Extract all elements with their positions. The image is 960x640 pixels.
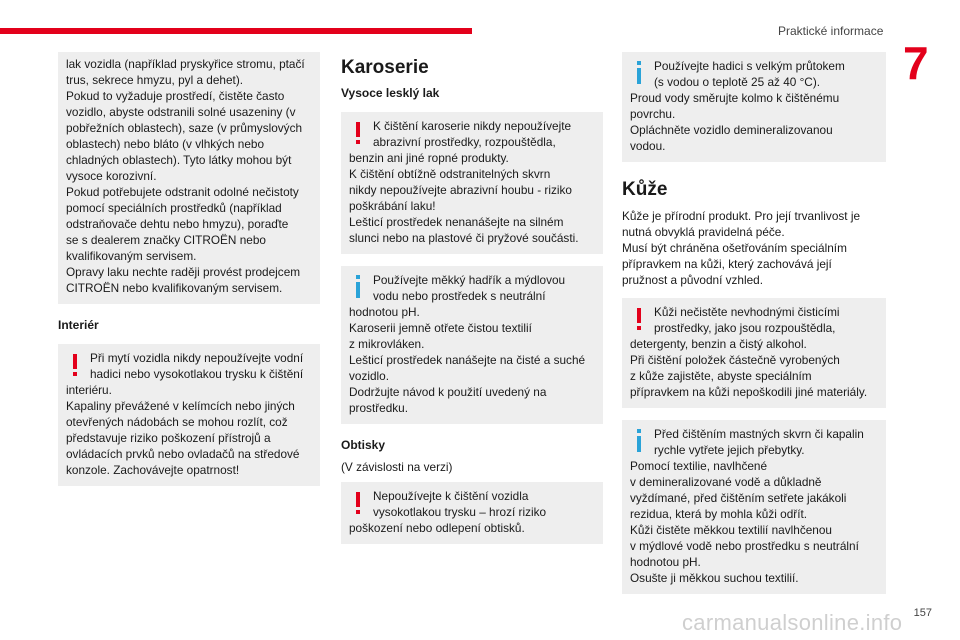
- header-red-bar: [0, 28, 472, 34]
- decals-heading: Obtisky: [341, 438, 386, 452]
- leather-info-rest: Pomocí textilie, navlhčené v demineralizované vodě a důkladně vyždímané, před čištěním setřete jakákoli rezidua, která by mohla kůži odřít. Kůži čistěte měkkou textilií navlhčenou v mýdlové vodě nebo prostředku s neutrální hodnotou pH. Osušte ji měkkou suchou textilií.: [630, 459, 859, 585]
- leather-warning-first: Kůži nečistěte nevhodnými čisticími prostředky, jako jsou rozpouštědla,: [654, 305, 840, 335]
- watermark: carmanualsonline.info: [682, 610, 903, 635]
- decals-warning-box: [341, 482, 603, 544]
- body-warning-rest: benzin ani jiné ropné produkty. K čištění obtížně odstranitelných skvrn nikdy nepoužívejte abrazivní houbu - riziko poškrábání laku! Lešticí prostředek nenanášejte na silném slunci nebo na plastové či pryžové součásti.: [349, 151, 579, 245]
- interior-warning-first: Při mytí vozidla nikdy nepoužívejte vodní hadici nebo vysokotlakou trysku k čištění: [90, 351, 304, 381]
- leather-warning-rest: detergenty, benzin a čistý alkohol. Při čištění položek částečně vyrobených z kůže zajistěte, abyste speciálním přípravkem na kůži nepoškodili jiné materiály.: [630, 337, 868, 399]
- decals-note: (V závislosti na verzi): [341, 460, 453, 474]
- warning-icon: [349, 120, 367, 146]
- info-icon: [630, 60, 648, 86]
- rinse-info-rest: Proud vody směrujte kolmo k čištěnému povrchu. Opláchněte vozidlo demineralizovanou vodou.: [630, 91, 840, 153]
- body-info-box: [341, 266, 603, 424]
- info-icon: [349, 274, 367, 300]
- glossy-paint-heading: Vysoce lesklý lak: [341, 86, 440, 100]
- rinse-info-first: Používejte hadici s velkým průtokem (s vodou o teplotě 25 až 40 °C).: [654, 59, 845, 89]
- karoserie-heading: Karoserie: [341, 57, 429, 78]
- page-number: 157: [913, 607, 932, 619]
- decals-warning-first: Nepoužívejte k čištění vozidla vysokotlakou trysku – hrozí riziko: [373, 489, 547, 519]
- body-info-rest: hodnotou pH. Karoserii jemně otřete čistou textilií z mikrovláken. Lešticí prostředek nanášejte na čisté a suché vozidlo. Dodržujte návod k použití uvedený na prostředku.: [349, 305, 586, 415]
- leather-warning-box: [622, 298, 886, 408]
- decals-warning-rest: poškození nebo odlepení obtisků.: [349, 521, 525, 535]
- interior-heading: Interiér: [58, 318, 99, 332]
- intro-box: [58, 52, 320, 304]
- leather-info-box: [622, 420, 886, 594]
- body-info-first: Používejte měkký hadřík a mýdlovou vodu nebo prostředek s neutrální: [373, 273, 566, 303]
- body-warning-box: [341, 112, 603, 254]
- warning-icon: [630, 306, 648, 332]
- leather-info-first: Před čištěním mastných skvrn či kapalin rychle vytřete jejich přebytky.: [654, 427, 864, 457]
- body-warning-first: K čištění karoserie nikdy nepoužívejte abrazivní prostředky, rozpouštědla,: [373, 119, 572, 149]
- column-1: [58, 52, 320, 498]
- column-3: [622, 52, 886, 606]
- chapter-number: 7: [903, 37, 929, 89]
- rinse-info-box: [622, 52, 886, 162]
- interior-warning-box: [58, 344, 320, 486]
- info-icon: [630, 428, 648, 454]
- intro-text: lak vozidla (například pryskyřice stromu, ptačí trus, sekrece hmyzu, pyl a dehet). Pokud to vyžaduje prostředí, čistěte často vozidlo, abyste odstranili solné usazeniny (v pobřežních oblastech), saze (v průmyslových oblastech) nebo bláto (v vlhkých nebo chladných oblastech). Tyto látky mohou být vysoce korozivní. Pokud potřebujete odstranit odolné nečistoty pomocí speciálních prostředků (například odstraňovače dehtu nebo hmyzu), poraďte se s dealerem značky CITROËN nebo kvalifikovaným servisem. Opravy laku nechte raději provést prodejcem CITROËN nebo kvalifikovaným servisem.: [66, 57, 305, 295]
- warning-icon: [66, 352, 84, 378]
- section-title: Praktické informace: [778, 24, 884, 38]
- leather-heading: Kůže: [622, 179, 668, 200]
- interior-warning-rest: interiéru. Kapaliny převážené v kelímcích nebo jiných otevřených nádobách se mohou rozlít, což představuje riziko poškození přístrojů a ovládacích prvků nebo ovladačů na středové konzole. Zachovávejte opatrnost!: [66, 383, 300, 477]
- warning-icon: [349, 490, 367, 516]
- column-2: [341, 52, 603, 556]
- leather-paragraph: Kůže je přírodní produkt. Pro její trvanlivost je nutná obvyklá pravidelná péče. Musí být chráněna ošetřováním speciálním přípravkem na kůži, který zachovává její pružnost a původní vzhled.: [622, 209, 861, 287]
